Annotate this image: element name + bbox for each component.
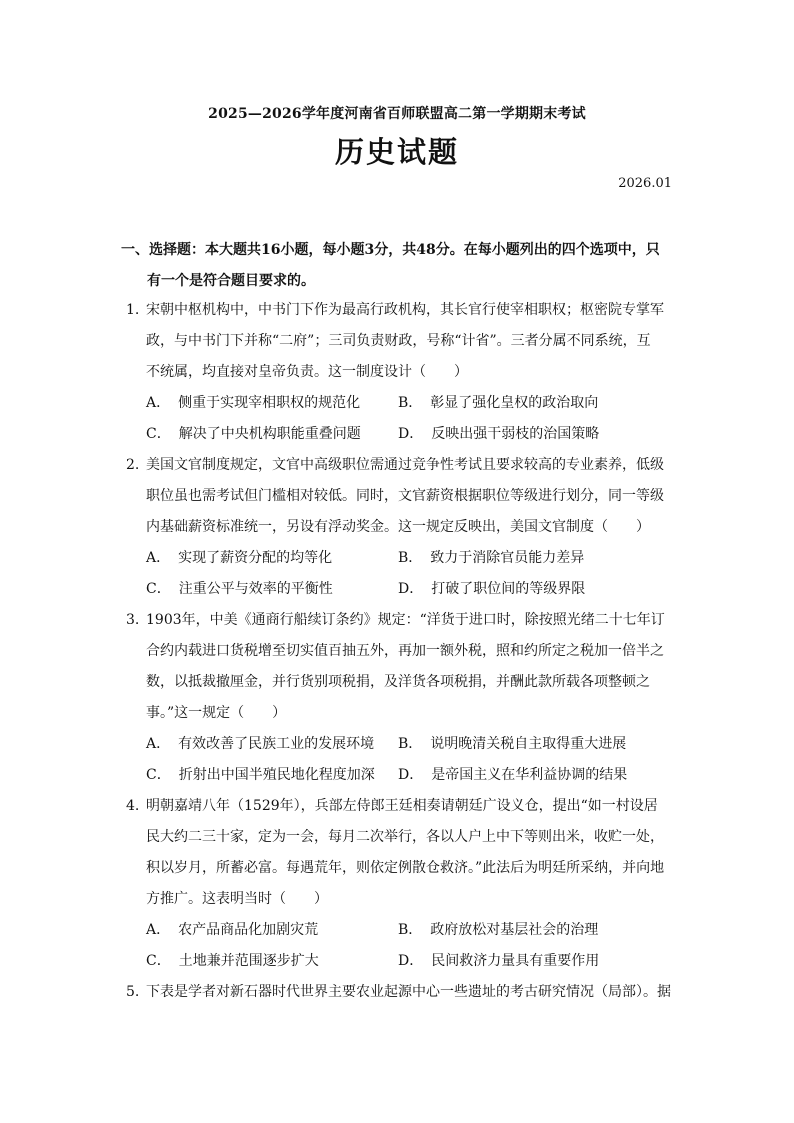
option-letter: A． (146, 550, 171, 566)
option-text: 打破了职位间的等级界限 (431, 581, 586, 597)
option-letter: A． (146, 922, 171, 938)
question-text: 职位虽也需考试但门槛相对较低。同时，文官薪资根据职位等级进行划分，同一等级 (146, 488, 664, 504)
question-text: 明朝嘉靖八年（1529年），兵部左侍郎王廷相奏请朝廷广设义仓，提出“如一村设居 (146, 798, 658, 814)
question-text: 不统属，均直接对皇帝负责。这一制度设计（ ） (146, 364, 468, 380)
question-text-line (126, 481, 676, 512)
section-heading-line: 一、选择题：本大题共16小题，每小题3分，共48分。在每小题列出的四个选项中，只 (121, 242, 660, 258)
option-row (126, 915, 676, 946)
answer-option (398, 543, 650, 574)
option-text: 民间救济力量具有重要作用 (431, 953, 600, 969)
answer-option (398, 729, 650, 760)
question-text: 事。”这一规定（ ） (146, 705, 287, 721)
option-letter: B． (398, 550, 423, 566)
option-text: 致力于消除官员能力差异 (430, 550, 585, 566)
answer-option (146, 419, 398, 450)
question-text: 内基础薪资标准统一，另设有浮动奖金。这一规定反映出，美国文官制度（ ） (146, 519, 650, 535)
option-row (126, 946, 676, 977)
section-heading (121, 235, 676, 297)
question-text-line (126, 450, 676, 481)
option-text: 折射出中国半殖民地化程度加深 (178, 767, 375, 783)
question-text: 民大约二三十家，定为一会，每月二次举行，各以人户上中下等则出米，收贮一处， (146, 829, 664, 845)
question-number: 3. (126, 612, 140, 628)
option-text: 反映出强干弱枝的治国策略 (431, 426, 600, 442)
question-list (126, 295, 676, 1008)
option-letter: D． (398, 953, 424, 969)
question-number: 5. (126, 984, 140, 1000)
answer-option (146, 946, 398, 977)
option-text: 是帝国主义在华利益协调的结果 (431, 767, 628, 783)
answer-option (146, 915, 398, 946)
answer-option (146, 760, 398, 791)
option-row (126, 419, 676, 450)
option-row (126, 760, 676, 791)
option-letter: D． (398, 581, 424, 597)
answer-option (398, 574, 650, 605)
option-row (126, 543, 676, 574)
question (126, 450, 676, 605)
option-text: 有效改善了民族工业的发展环境 (178, 736, 375, 752)
section-heading-line: 有一个是符合题目要求的。 (147, 273, 315, 289)
option-text: 侧重于实现宰相职权的规范化 (178, 395, 361, 411)
question-text-line (126, 357, 676, 388)
option-letter: C． (146, 581, 171, 597)
answer-option (146, 543, 398, 574)
question-text-line (126, 512, 676, 543)
option-row (126, 388, 676, 419)
answer-option (398, 946, 650, 977)
question-text-line (126, 977, 676, 1008)
option-text: 农产品商品化加剧灾荒 (178, 922, 319, 938)
answer-option (398, 388, 650, 419)
option-row (126, 729, 676, 760)
question-text: 1903年，中美《通商行船续订条约》规定：“洋货于进口时，除按照光绪二十七年订 (146, 612, 665, 628)
option-text: 实现了薪资分配的均等化 (178, 550, 333, 566)
option-letter: C． (146, 767, 171, 783)
answer-option (398, 760, 650, 791)
option-letter: D． (398, 767, 424, 783)
option-text: 注重公平与效率的平衡性 (178, 581, 333, 597)
question-text-line (126, 636, 676, 667)
option-letter: A． (146, 395, 171, 411)
question (126, 977, 676, 1008)
question-text: 下表是学者对新石器时代世界主要农业起源中心一些遗址的考古研究情况（局部）。据 (146, 984, 671, 1000)
exam-date: 2026.01 (618, 176, 672, 191)
question (126, 295, 676, 450)
question-text-line (126, 791, 676, 822)
option-row (126, 574, 676, 605)
question-text-line (126, 884, 676, 915)
option-letter: D． (398, 426, 424, 442)
question-text: 方推广。这表明当时（ ） (146, 891, 328, 907)
option-letter: C． (146, 953, 171, 969)
answer-option (398, 419, 650, 450)
question-text: 积以岁月，所蓄必富。每遇荒年，则依定例散仓救济。”此法后为明廷所采纳，并向地 (146, 860, 665, 876)
question-text-line (126, 326, 676, 357)
option-text: 彰显了强化皇权的政治取向 (430, 395, 599, 411)
question-text: 合约内载进口货税增至切实值百抽五外，再加一额外税，照和约所定之税加一倍半之 (146, 643, 664, 659)
option-text: 土地兼并范围逐步扩大 (178, 953, 319, 969)
answer-option (146, 574, 398, 605)
page-title: 历史试题 (334, 135, 459, 169)
question-text-line (126, 698, 676, 729)
question-text: 数，以抵裁撤厘金，并行货别项税捐，及洋货各项税捐，并酬此款所载各项整顿之 (146, 674, 650, 690)
question-text-line (126, 853, 676, 884)
option-letter: A． (146, 736, 171, 752)
question-text: 政，与中书门下并称“二府”；三司负责财政，号称“计省”。三者分属不同系统，互 (146, 333, 651, 349)
answer-option (398, 915, 650, 946)
question-text-line (126, 295, 676, 326)
question-text-line (126, 605, 676, 636)
option-text: 说明晚清关税自主取得重大进展 (430, 736, 627, 752)
answer-option (146, 729, 398, 760)
question (126, 605, 676, 791)
question-text: 宋朝中枢机构中，中书门下作为最高行政机构，其长官行使宰相职权；枢密院专掌军 (146, 302, 664, 318)
question-text: 美国文官制度规定，文官中高级职位需通过竞争性考试且要求较高的专业素养，低级 (146, 457, 664, 473)
answer-option (146, 388, 398, 419)
question (126, 791, 676, 977)
option-text: 解决了中央机构职能重叠问题 (178, 426, 361, 442)
option-letter: B． (398, 922, 423, 938)
question-number: 1. (126, 302, 140, 318)
option-letter: C． (146, 426, 171, 442)
question-number: 2. (126, 457, 140, 473)
option-letter: B． (398, 736, 423, 752)
option-text: 政府放松对基层社会的治理 (430, 922, 599, 938)
exam-subtitle: 2025—2026学年度河南省百师联盟高二第一学期期末考试 (208, 106, 586, 122)
question-text-line (126, 822, 676, 853)
question-number: 4. (126, 798, 140, 814)
question-text-line (126, 667, 676, 698)
option-letter: B． (398, 395, 423, 411)
